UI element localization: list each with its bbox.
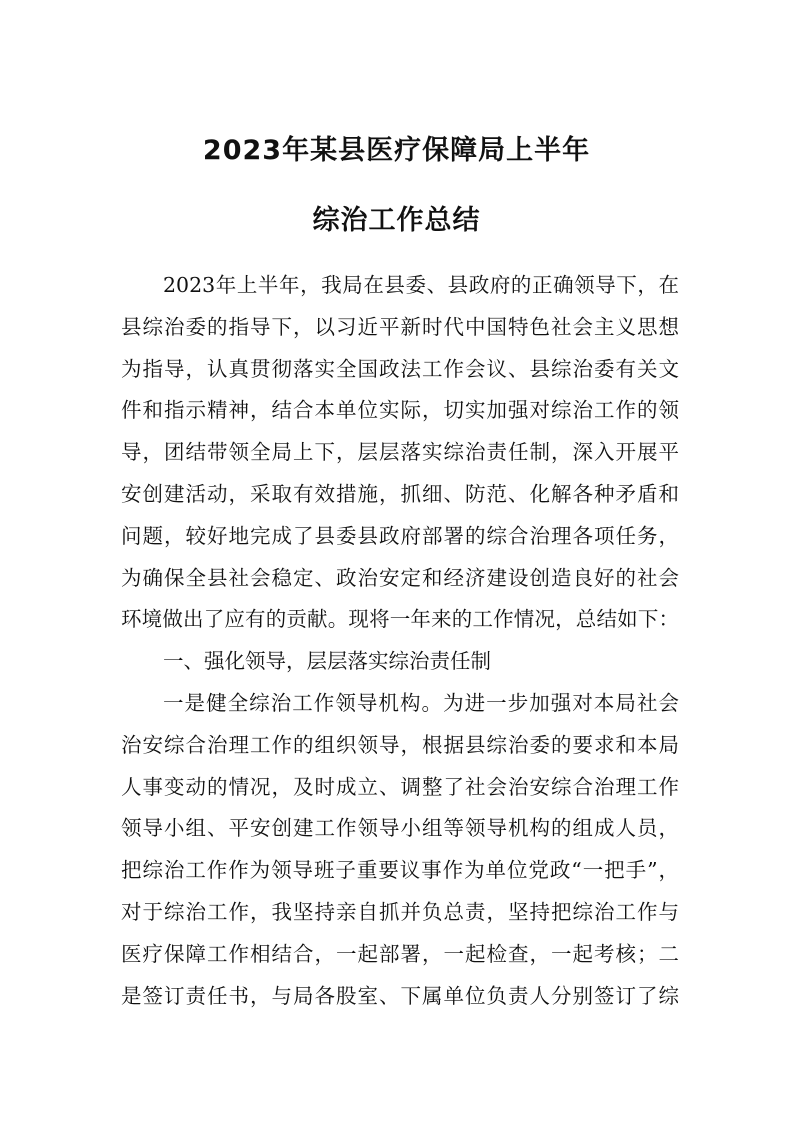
paragraph-line: 为确保全县社会稳定、政治安定和经济建设创造良好的社会 bbox=[121, 565, 679, 590]
document-body bbox=[121, 268, 679, 1020]
document-title-line-2: 综治工作总结 bbox=[312, 205, 481, 236]
paragraph-line: 2023年上半年，我局在县委、县政府的正确领导下，在 bbox=[163, 273, 679, 297]
paragraph-line: 一是健全综治工作领导机构。为进一步加强对本局社会 bbox=[163, 690, 679, 715]
paragraph-line: 县综治委的指导下，以习近平新时代中国特色社会主义思想 bbox=[121, 314, 679, 339]
paragraph-line: 把综治工作作为领导班子重要议事作为单位党政“一把手”， bbox=[121, 858, 679, 883]
section-heading: 一、强化领导，层层落实综治责任制 bbox=[163, 649, 491, 674]
paragraph-line: 环境做出了应有的贡献。现将一年来的工作情况，总结如下： bbox=[121, 607, 679, 632]
paragraph-line: 人事变动的情况，及时成立、调整了社会治安综合治理工作 bbox=[121, 774, 679, 799]
paragraph-line: 导，团结带领全局上下，层层落实综治责任制，深入开展平 bbox=[121, 440, 679, 465]
paragraph-line: 问题，较好地完成了县委县政府部署的综合治理各项任务， bbox=[121, 523, 679, 548]
paragraph-line: 为指导，认真贯彻落实全国政法工作会议、县综治委有关文 bbox=[121, 356, 679, 381]
document-title-line-1: 2023年某县医疗保障局上半年 bbox=[202, 135, 591, 166]
paragraph-line: 件和指示精神，结合本单位实际，切实加强对综治工作的领 bbox=[121, 398, 679, 423]
paragraph-line: 对于综治工作，我坚持亲自抓并负总责，坚持把综治工作与 bbox=[121, 899, 679, 924]
paragraph-line: 治安综合治理工作的组织领导，根据县综治委的要求和本局 bbox=[121, 732, 679, 757]
paragraph-line: 安创建活动，采取有效措施，抓细、防范、化解各种矛盾和 bbox=[121, 481, 679, 506]
paragraph-line: 是签订责任书，与局各股室、下属单位负责人分别签订了综 bbox=[121, 983, 679, 1008]
paragraph-line: 医疗保障工作相结合，一起部署，一起检查，一起考核；二 bbox=[121, 941, 679, 966]
paragraph-line: 领导小组、平安创建工作领导小组等领导机构的组成人员， bbox=[121, 816, 679, 841]
